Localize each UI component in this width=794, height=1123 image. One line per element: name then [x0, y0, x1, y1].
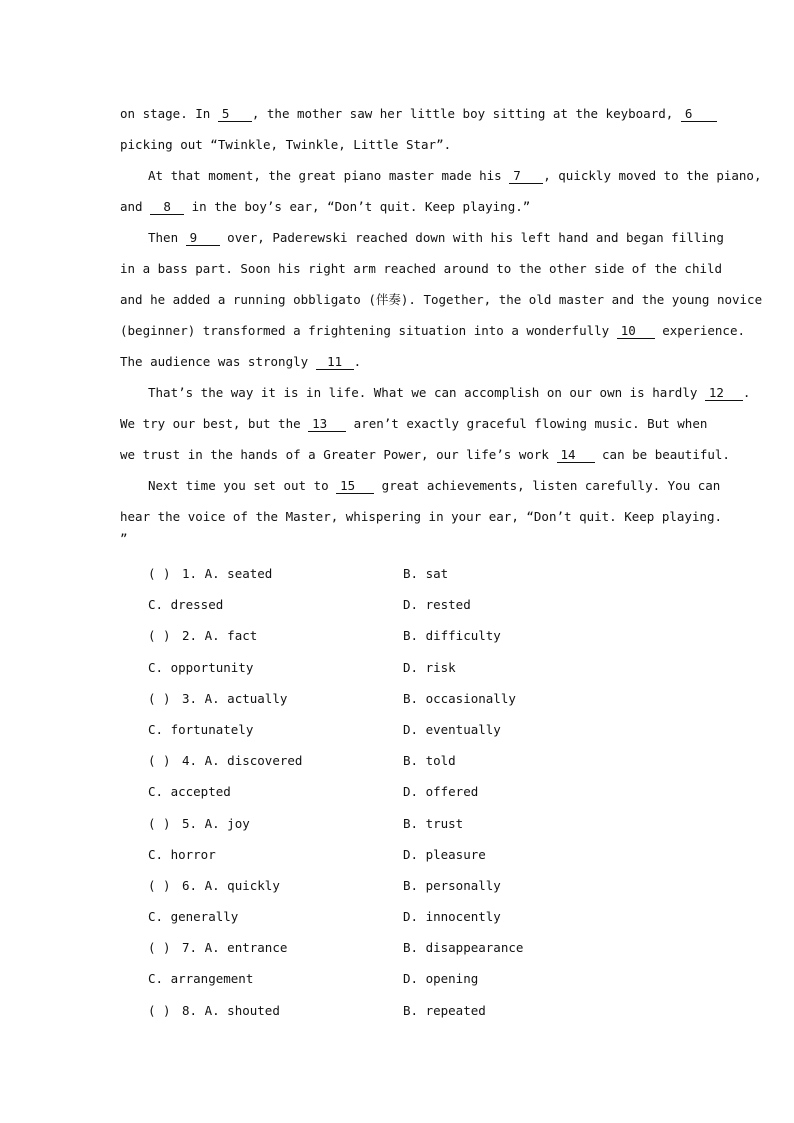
option-b: B. sat — [403, 566, 449, 581]
option-a: A. fact — [204, 628, 258, 644]
answer-paren[interactable]: ( ) — [148, 1002, 171, 1018]
option-a: A. shouted — [204, 1002, 280, 1018]
question-row — [120, 745, 675, 776]
text: The audience was strongly — [120, 354, 316, 369]
option-d: D. pleasure — [403, 846, 486, 862]
passage-line — [120, 408, 708, 439]
question-col — [148, 870, 280, 901]
text: great achievements, listen carefully. You can — [374, 478, 721, 493]
passage-line — [120, 222, 724, 253]
passage-line — [120, 346, 675, 377]
question-row — [120, 963, 675, 994]
option-c: C. opportunity — [148, 659, 254, 675]
text: , quickly moved to the piano, — [543, 168, 762, 183]
question-number: 4. — [182, 753, 198, 769]
passage-line — [120, 470, 721, 501]
option-c: C. fortunately — [148, 721, 254, 737]
text: in the boy’s ear, “Don’t quit. Keep playing.” — [184, 199, 531, 214]
passage-line — [120, 253, 723, 284]
question-col — [148, 683, 287, 714]
question-col — [148, 932, 287, 963]
document-page — [120, 98, 763, 1026]
question-row — [120, 652, 675, 683]
option-a: A. actually — [204, 690, 288, 706]
answer-paren[interactable]: ( ) — [148, 940, 171, 956]
text: , the mother saw her little boy sitting at the keyboard, — [251, 106, 681, 121]
blank-9: 9 — [186, 230, 220, 246]
option-c: C. horror — [148, 846, 216, 862]
blank-7: 7 — [509, 168, 543, 184]
question-row — [120, 932, 675, 963]
option-b: B. occasionally — [403, 690, 516, 706]
text: . — [742, 385, 751, 400]
blank-8: 8 — [150, 199, 184, 215]
question-row — [120, 901, 675, 932]
option-a: A. seated — [204, 566, 273, 581]
option-b: B. personally — [403, 877, 501, 893]
question-number: 1. — [182, 566, 198, 581]
passage-line — [120, 98, 693, 129]
text: Next time you set out to — [148, 478, 337, 493]
blank-15: 15 — [336, 478, 374, 494]
option-a: A. quickly — [204, 877, 280, 893]
text: experience. — [654, 323, 746, 338]
text: aren’t exactly graceful flowing music. But when — [346, 416, 708, 431]
question-number: 5. — [182, 815, 198, 831]
question-row — [120, 589, 675, 620]
question-number: 2. — [182, 628, 198, 644]
text: At that moment, the great piano master made his — [148, 168, 510, 183]
blank-10: 10 — [617, 323, 655, 339]
question-row — [120, 995, 675, 1026]
text: Then — [148, 230, 186, 245]
option-a: A. discovered — [204, 753, 303, 769]
text: ” — [120, 531, 128, 546]
question-number: 6. — [182, 877, 198, 893]
passage-line — [120, 439, 730, 470]
text: . — [353, 354, 362, 369]
question-options — [120, 558, 675, 1026]
answer-paren[interactable]: ( ) — [148, 877, 171, 893]
question-row — [120, 776, 675, 807]
option-d: D. offered — [403, 784, 479, 800]
option-d: D. rested — [403, 597, 471, 613]
option-d: D. opening — [403, 971, 479, 987]
question-row — [120, 870, 675, 901]
question-row — [120, 683, 675, 714]
option-b: B. difficulty — [403, 628, 501, 644]
blank-5: 5 — [218, 106, 252, 122]
option-d: D. innocently — [403, 909, 501, 925]
passage-line — [120, 377, 751, 408]
passage-line — [120, 160, 762, 191]
passage-line — [120, 284, 763, 315]
option-c: C. dressed — [148, 597, 224, 613]
text: and he added a running obbligato (伴奏). Together, the old master and the young novice — [120, 292, 763, 307]
text: can be beautiful. — [594, 447, 730, 462]
blank-11: 11 — [316, 354, 354, 370]
text: picking out “Twinkle, Twinkle, Little Star”. — [120, 137, 452, 152]
blank-14: 14 — [557, 447, 595, 463]
passage-line — [120, 191, 675, 222]
option-b: B. told — [403, 753, 456, 769]
question-number: 7. — [182, 940, 198, 956]
text: (beginner) transformed a frightening situation into a wonderfully — [120, 323, 617, 338]
text: in a bass part. Soon his right arm reached around to the other side of the child — [120, 261, 723, 276]
blank-12: 12 — [705, 385, 743, 401]
question-col — [148, 745, 302, 776]
question-row — [120, 839, 675, 870]
question-number: 8. — [182, 1002, 198, 1018]
text: on stage. In — [120, 106, 218, 121]
blank-6: 6 — [681, 106, 717, 122]
passage-line — [120, 129, 675, 160]
text: That’s the way it is in life. What we can accomplish on our own is hardly — [148, 385, 705, 400]
option-a: A. joy — [204, 815, 250, 831]
text: We try our best, but the — [120, 416, 309, 431]
answer-paren[interactable]: ( ) — [148, 815, 171, 831]
option-d: D. risk — [403, 659, 456, 675]
question-number: 3. — [182, 690, 198, 706]
passage-line — [120, 532, 675, 558]
passage-line — [120, 501, 723, 532]
text: and — [120, 199, 151, 214]
question-col — [148, 995, 280, 1026]
option-d: D. eventually — [403, 721, 501, 737]
option-b: B. repeated — [403, 1002, 486, 1018]
question-row — [120, 620, 675, 651]
answer-paren[interactable]: ( ) — [148, 628, 171, 644]
answer-paren[interactable]: ( ) — [148, 690, 171, 706]
question-col — [148, 558, 272, 589]
text: hear the voice of the Master, whispering in your ear, “Don’t quit. Keep playing. — [120, 509, 723, 524]
option-c: C. arrangement — [148, 971, 254, 987]
answer-paren[interactable]: ( ) — [148, 753, 171, 769]
text: we trust in the hands of a Greater Power, our life’s work — [120, 447, 557, 462]
option-b: B. trust — [403, 815, 464, 831]
blank-13: 13 — [308, 416, 346, 432]
option-c: C. generally — [148, 909, 239, 925]
text: over, Paderewski reached down with his left hand and began filling — [219, 230, 724, 245]
question-col — [148, 620, 257, 651]
passage-line — [120, 315, 746, 346]
question-row — [120, 558, 675, 589]
option-c: C. accepted — [148, 784, 231, 800]
option-a: A. entrance — [204, 940, 288, 956]
answer-paren[interactable]: ( ) — [148, 566, 171, 581]
question-row — [120, 714, 675, 745]
option-b: B. disappearance — [403, 940, 524, 956]
question-row — [120, 808, 675, 839]
question-col — [148, 808, 250, 839]
